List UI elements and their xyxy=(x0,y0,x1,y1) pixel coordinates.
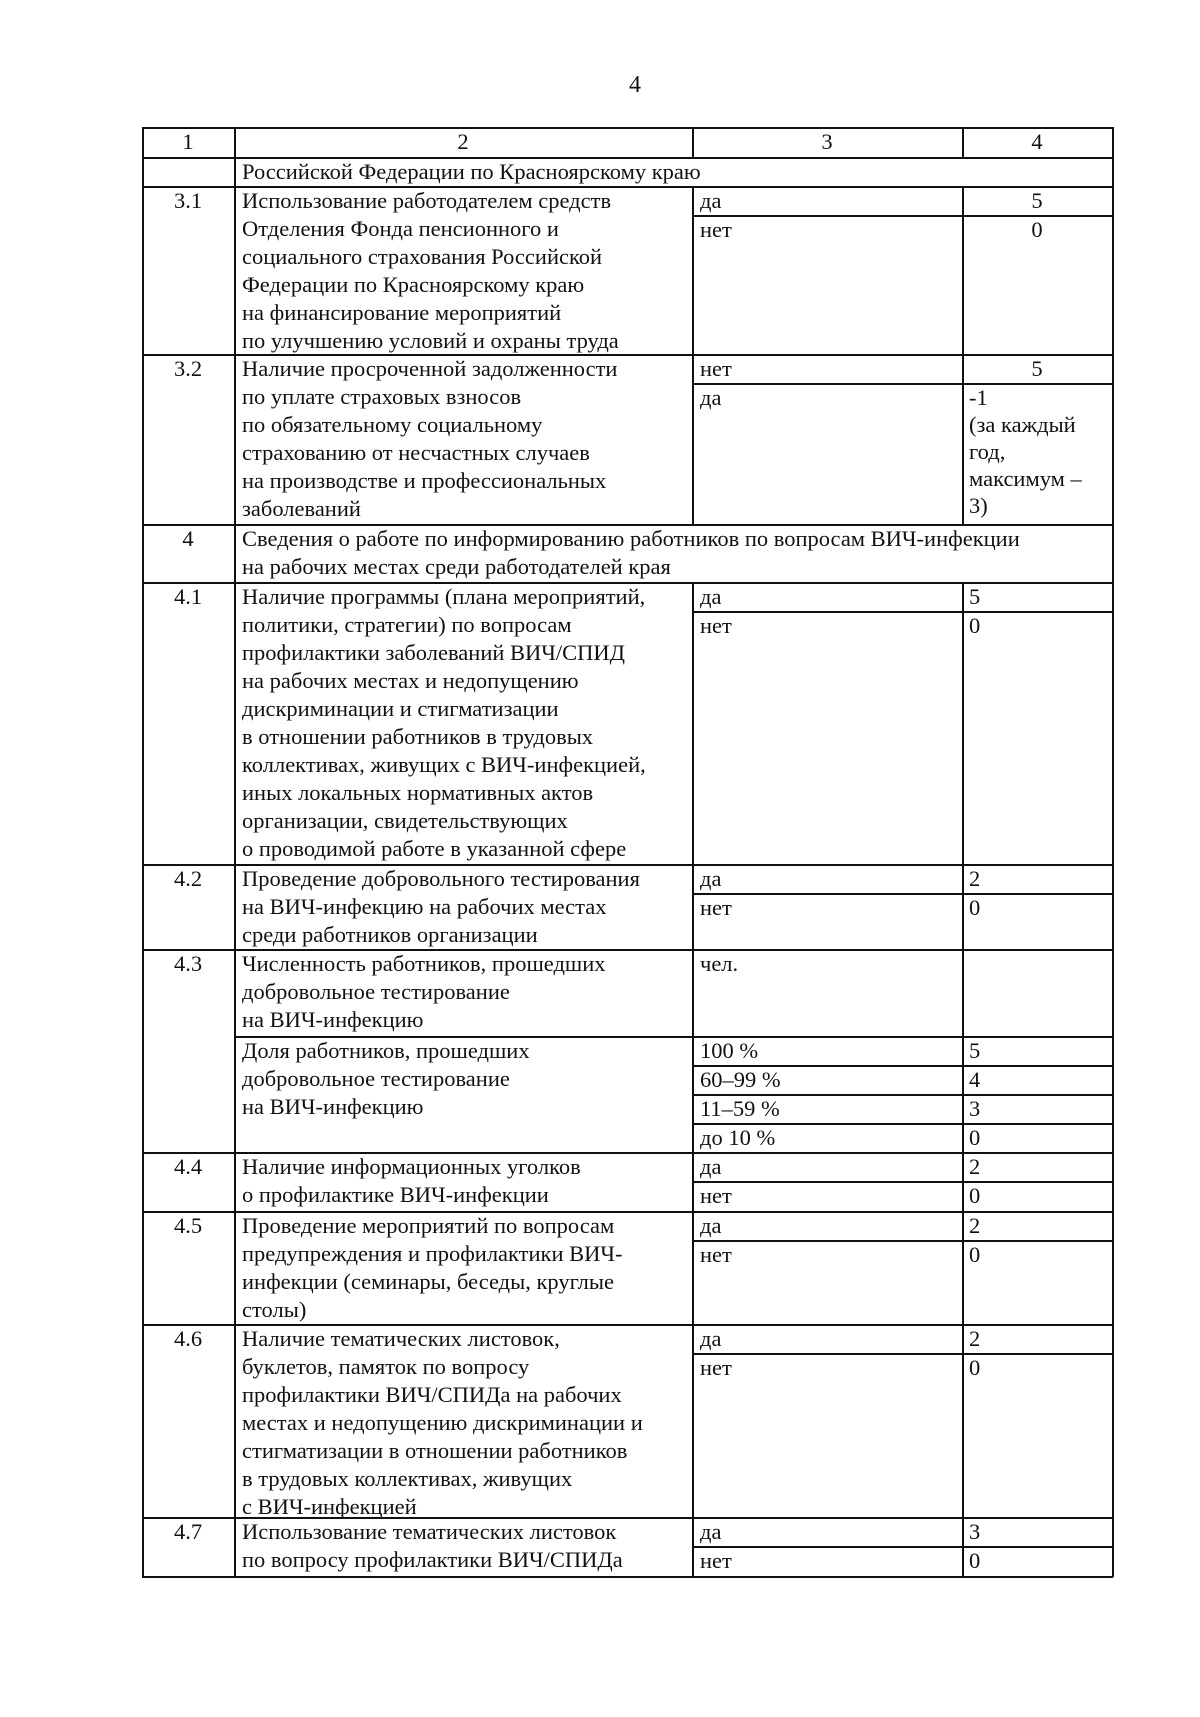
option-label: да xyxy=(700,1213,722,1238)
page-number: 4 xyxy=(629,72,641,98)
option-label: чел. xyxy=(700,951,739,976)
row-number: 3.1 xyxy=(173,188,203,213)
option-score: 0 xyxy=(969,1125,981,1150)
option-score: 2 xyxy=(969,1213,981,1238)
continuation-text: Российской Федерации по Красноярскому краю xyxy=(242,159,701,184)
row-number: 4.5 xyxy=(173,1213,203,1238)
criterion-text: Численность работников, прошедших добровольное тестирование на ВИЧ-инфекцию xyxy=(242,951,606,1032)
option-score: 2 xyxy=(969,866,981,891)
criterion-text: Проведение добровольного тестирования на ВИЧ-инфекцию на рабочих местах среди работников организации xyxy=(242,866,640,947)
row-number: 3.2 xyxy=(173,356,203,381)
option-label: нет xyxy=(700,1548,732,1573)
criterion-text: Наличие просроченной задолженности по уплате страховых взносов по обязательному социальному страхованию от несчастных случаев на производстве и профессиональных заболеваний xyxy=(242,356,618,521)
option-label: да xyxy=(700,1519,722,1544)
option-score: 2 xyxy=(969,1154,981,1179)
criterion-text: Доля работников, прошедших добровольное тестирование на ВИЧ-инфекцию xyxy=(242,1038,530,1119)
option-score: 5 xyxy=(1031,356,1043,381)
row-number: 4.3 xyxy=(173,951,203,976)
column-header-4: 4 xyxy=(1031,129,1043,154)
row-number: 4.6 xyxy=(173,1326,203,1351)
option-score: 5 xyxy=(1031,188,1043,213)
option-label: нет xyxy=(700,356,732,381)
option-score: 2 xyxy=(969,1326,981,1351)
criterion-text: Наличие программы (плана мероприятий, политики, стратегии) по вопросам профилактики заболеваний ВИЧ/СПИД на рабочих местах и недопущению дискриминации и стигматизации в отношении работников в трудовых коллективах, живущих с ВИЧ-инфекцией, иных локальных нормативных актов организации, свидетельствующих о проводимой работе в указанной сфере xyxy=(242,584,646,861)
option-score: 0 xyxy=(1031,217,1043,242)
option-score: 3 xyxy=(969,1519,981,1544)
option-label: нет xyxy=(700,895,732,920)
option-label: да xyxy=(700,188,722,213)
option-score: 5 xyxy=(969,1038,981,1063)
option-score: 0 xyxy=(969,1355,981,1380)
criterion-text: Наличие тематических листовок, буклетов, памяток по вопросу профилактики ВИЧ/СПИДа на рабочих местах и недопущению дискриминации и стигматизации в отношении работников в трудовых коллективах, живущих с ВИЧ-инфекцией xyxy=(242,1326,643,1519)
option-score: 0 xyxy=(969,1548,981,1573)
column-header-1: 1 xyxy=(182,129,194,154)
option-score: 5 xyxy=(969,584,981,609)
section-number: 4 xyxy=(182,526,194,551)
option-label: нет xyxy=(700,1355,732,1380)
column-header-2: 2 xyxy=(457,129,469,154)
option-label: да xyxy=(700,866,722,891)
option-label: да xyxy=(700,1154,722,1179)
criterion-text: Использование работодателем средств Отделения Фонда пенсионного и социального страхования Российской Федерации по Красноярскому краю на финансирование мероприятий по улучшению условий и охраны труда xyxy=(242,188,619,353)
option-score: 3 xyxy=(969,1096,981,1121)
option-score: 0 xyxy=(969,1183,981,1208)
option-label: нет xyxy=(700,613,732,638)
option-score: 0 xyxy=(969,613,981,638)
option-score: 0 xyxy=(969,895,981,920)
option-label: 11–59 % xyxy=(700,1096,780,1121)
option-score: 0 xyxy=(969,1242,981,1267)
section-title: Сведения о работе по информированию работников по вопросам ВИЧ-инфекции на рабочих местах среди работодателей края xyxy=(242,526,1020,579)
option-label: 100 % xyxy=(700,1038,759,1063)
option-label: нет xyxy=(700,1242,732,1267)
option-label: да xyxy=(700,584,722,609)
row-number: 4.4 xyxy=(173,1154,203,1179)
row-number: 4.2 xyxy=(173,866,203,891)
criterion-text: Наличие информационных уголков о профилактике ВИЧ-инфекции xyxy=(242,1154,581,1207)
criterion-text: Использование тематических листовок по вопросу профилактики ВИЧ/СПИДа xyxy=(242,1519,623,1572)
option-label: да xyxy=(700,385,722,410)
row-number: 4.7 xyxy=(173,1519,203,1544)
row-number: 4.1 xyxy=(173,584,203,609)
option-label: 60–99 % xyxy=(700,1067,781,1092)
column-header-3: 3 xyxy=(821,129,833,154)
option-label: до 10 % xyxy=(700,1125,776,1150)
criterion-text: Проведение мероприятий по вопросам предупреждения и профилактики ВИЧ- инфекции (семинары, беседы, круглые столы) xyxy=(242,1213,623,1322)
option-label: да xyxy=(700,1326,722,1351)
option-label: нет xyxy=(700,217,732,242)
option-score: 4 xyxy=(969,1067,981,1092)
option-score-note: -1 (за каждый год, максимум – 3) xyxy=(969,385,1082,518)
option-label: нет xyxy=(700,1183,732,1208)
